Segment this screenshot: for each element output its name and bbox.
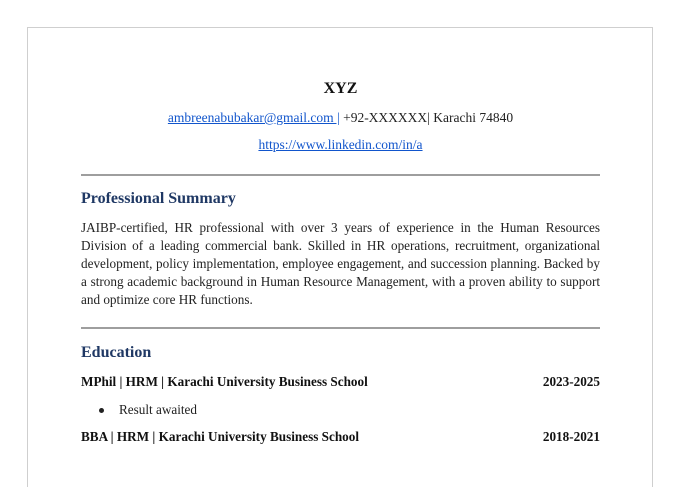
linkedin-line [81,137,600,153]
phone-location: +92-XXXXXX| Karachi 74840 [339,110,514,125]
education-heading: Education [81,344,152,361]
education-entry [81,429,600,445]
summary-text: JAIBP-certified, HR professional with over 3 years of experience in the Human Resources Division of a leading commercial bank. Skilled in HR operations, recruitment, organizational development, policy implementation, employee engagement, and succession planning. Backed by a strong academic background in Human Resource Management, with a proven ability to support and optimize core HR functions. [81,220,600,307]
degree-years: 2018-2021 [542,429,600,444]
summary-heading: Professional Summary [81,190,236,207]
bullet-text: Result awaited [119,402,198,417]
education-entry [81,374,600,390]
degree-title: BBA | HRM | Karachi University Business School [81,429,360,444]
bullet-icon [99,408,104,413]
divider [81,174,600,176]
degree-years: 2023-2025 [542,374,600,389]
candidate-name: XYZ [323,80,358,97]
resume-page [27,27,653,487]
linkedin-link[interactable]: https://www.linkedin.com/in/a [258,137,423,152]
contact-line [81,110,600,126]
email-link[interactable]: ambreenabubakar@gmail.com | [167,110,340,125]
degree-title: MPhil | HRM | Karachi University Business School [81,374,368,389]
divider [81,327,600,329]
list-item [99,402,197,418]
